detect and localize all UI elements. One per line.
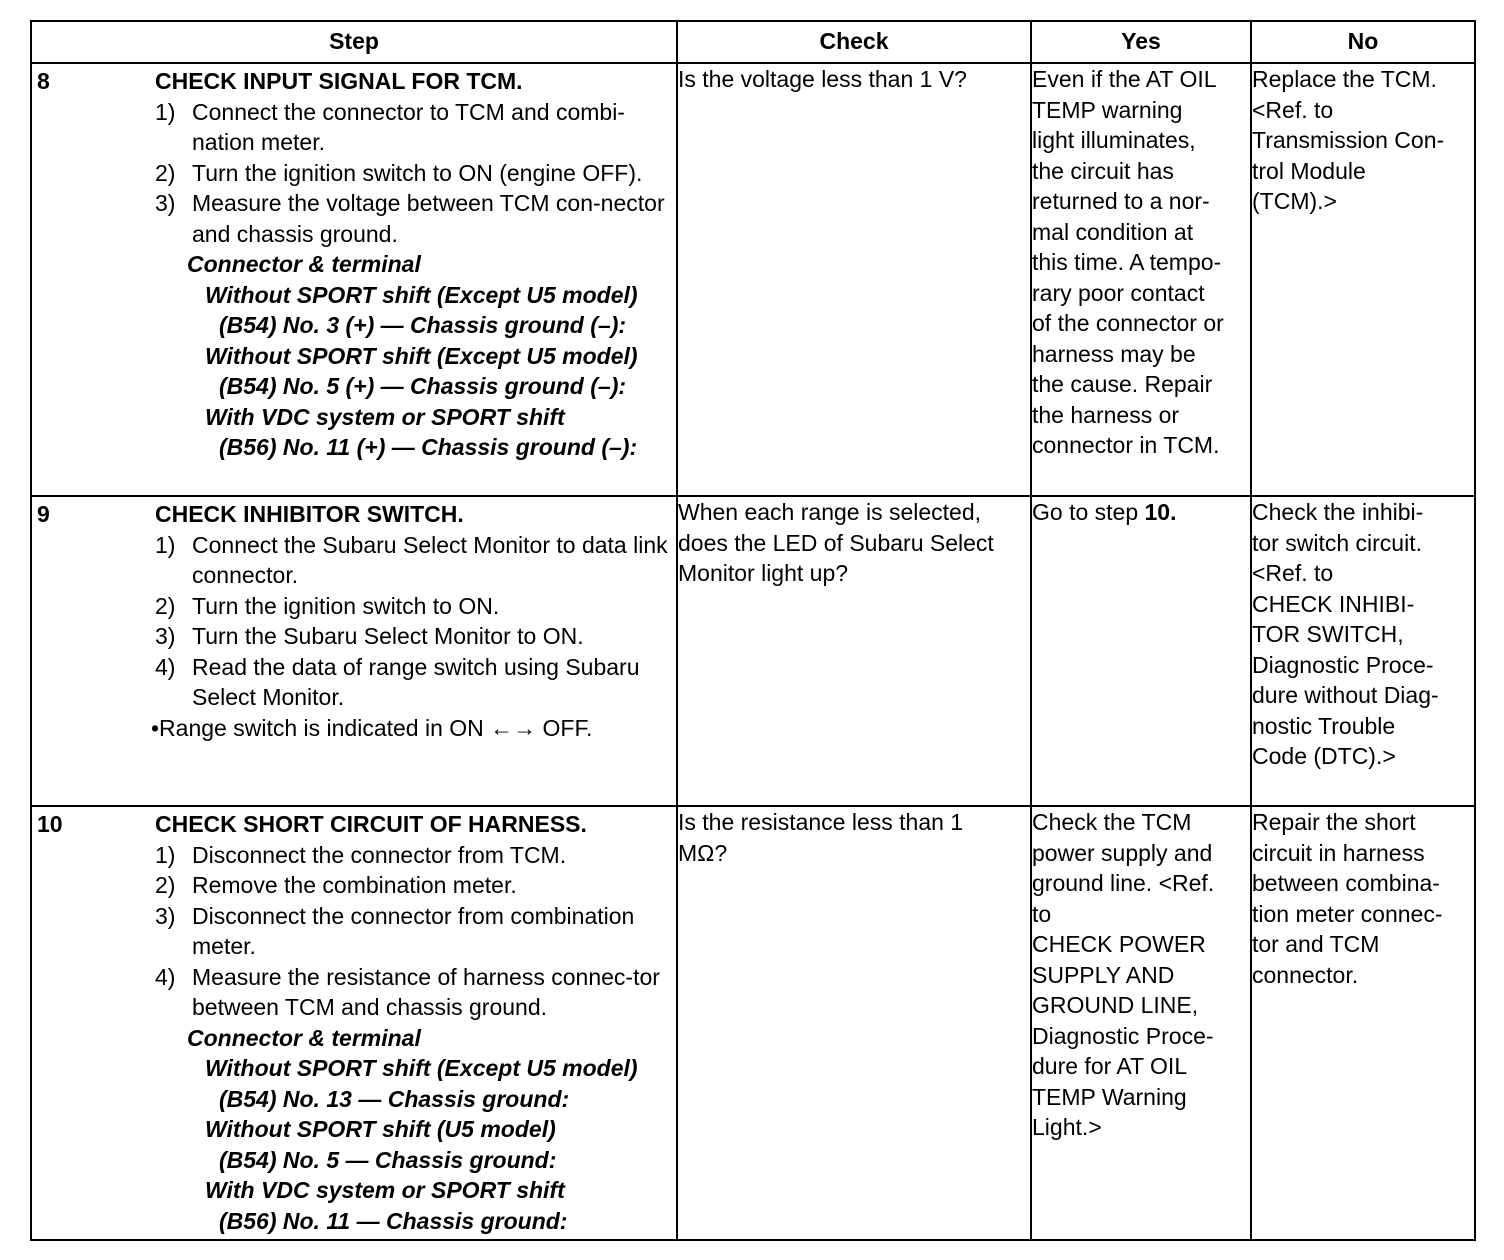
terminal-condition: With VDC system or SPORT shift xyxy=(205,403,565,430)
header-yes: Yes xyxy=(1031,21,1251,63)
procedure-list xyxy=(155,840,672,1023)
connector-heading: Connector & terminal xyxy=(187,251,421,277)
procedure-list xyxy=(155,97,672,250)
terminal-condition: Without SPORT shift (U5 model) xyxy=(205,1116,556,1142)
terminal-spec: (B54) No. 5 (+) — Chassis ground (–): xyxy=(219,373,627,399)
step-link: 10. xyxy=(1144,499,1177,525)
table-row xyxy=(31,63,1475,496)
table-row xyxy=(31,496,1475,806)
step-number: 8 xyxy=(37,68,50,94)
check-cell: Is the resistance less than 1 MΩ? xyxy=(677,806,1031,1240)
step-title: CHECK SHORT CIRCUIT OF HARNESS. xyxy=(155,811,587,837)
step-cell xyxy=(31,806,677,1240)
procedure-list xyxy=(155,530,672,713)
range-switch-note: •Range switch is indicated in ON ←→ OFF. xyxy=(151,714,593,741)
table-row xyxy=(31,806,1475,1240)
step-number: 10 xyxy=(37,811,63,837)
step-title: CHECK INPUT SIGNAL FOR TCM. xyxy=(155,68,523,94)
step-cell xyxy=(31,63,677,496)
check-cell: Is the voltage less than 1 V? xyxy=(677,63,1031,496)
list-item: 2) Turn the ignition switch to ON (engine OFF). xyxy=(155,159,643,186)
list-item: 3) Disconnect the connector from combination meter. xyxy=(155,902,635,959)
terminal-spec: (B56) No. 11 — Chassis ground: xyxy=(219,1207,568,1234)
list-item: 3) Turn the Subaru Select Monitor to ON. xyxy=(155,623,584,649)
check-cell: When each range is selected, does the LED of Subaru Select Monitor light up? xyxy=(677,496,1031,806)
yes-cell: Even if the AT OIL TEMP warning light illuminates, the circuit has returned to a nor- mal condition at this time. A tempo- rary poor contact of the connector or harness may be the cause. Repair the harness or connector in TCM. xyxy=(1031,63,1251,496)
step-cell xyxy=(31,496,677,806)
header-no: No xyxy=(1251,21,1475,63)
terminal-spec: (B54) No. 5 — Chassis ground: xyxy=(219,1146,557,1173)
step-title: CHECK INHIBITOR SWITCH. xyxy=(155,501,464,527)
diagnostic-table xyxy=(30,20,1476,1241)
list-item: 3) Measure the voltage between TCM con-nector and chassis ground. xyxy=(155,190,665,247)
connector-heading: Connector & terminal xyxy=(187,1024,421,1051)
terminal-condition: With VDC system or SPORT shift xyxy=(205,1177,565,1203)
list-item: 4) Measure the resistance of harness connec-tor between TCM and chassis ground. xyxy=(155,963,660,1020)
header-row xyxy=(31,21,1475,63)
terminal-condition: Without SPORT shift (Except U5 model) xyxy=(205,342,638,369)
list-item: 4) Read the data of range switch using Subaru Select Monitor. xyxy=(155,653,640,710)
list-item: 1) Connect the Subaru Select Monitor to data link connector. xyxy=(155,531,668,588)
terminal-spec: (B54) No. 3 (+) — Chassis ground (–): xyxy=(219,312,627,338)
yes-cell: Check the TCM power supply and ground line. <Ref. to CHECK POWER SUPPLY AND GROUND LINE, Diagnostic Proce- dure for AT OIL TEMP Warning Light.> xyxy=(1031,806,1251,1240)
terminal-condition: Without SPORT shift (Except U5 model) xyxy=(205,281,638,308)
header-check: Check xyxy=(677,21,1031,63)
step-number: 9 xyxy=(37,501,50,527)
list-item: 1) Connect the connector to TCM and combi-nation meter. xyxy=(155,98,625,155)
no-cell: Check the inhibi- tor switch circuit. <Ref. to CHECK INHIBI- TOR SWITCH, Diagnostic Proce- dure without Diag- nostic Trouble Code (DTC).> xyxy=(1251,496,1475,806)
no-cell: Replace the TCM. <Ref. to Transmission Con- trol Module (TCM).> xyxy=(1251,63,1475,496)
yes-cell: Go to step 10. xyxy=(1031,496,1251,806)
list-item: 2) Remove the combination meter. xyxy=(155,872,517,898)
list-item: 1) Disconnect the connector from TCM. xyxy=(155,841,567,868)
no-cell: Repair the short circuit in harness between combina- tion meter connec- tor and TCM connector. xyxy=(1251,806,1475,1240)
list-item: 2) Turn the ignition switch to ON. xyxy=(155,592,500,619)
header-step: Step xyxy=(31,21,677,63)
terminal-condition: Without SPORT shift (Except U5 model) xyxy=(205,1055,638,1081)
terminal-spec: (B54) No. 13 — Chassis ground: xyxy=(219,1085,570,1112)
terminal-spec: (B56) No. 11 (+) — Chassis ground (–): xyxy=(219,434,638,460)
